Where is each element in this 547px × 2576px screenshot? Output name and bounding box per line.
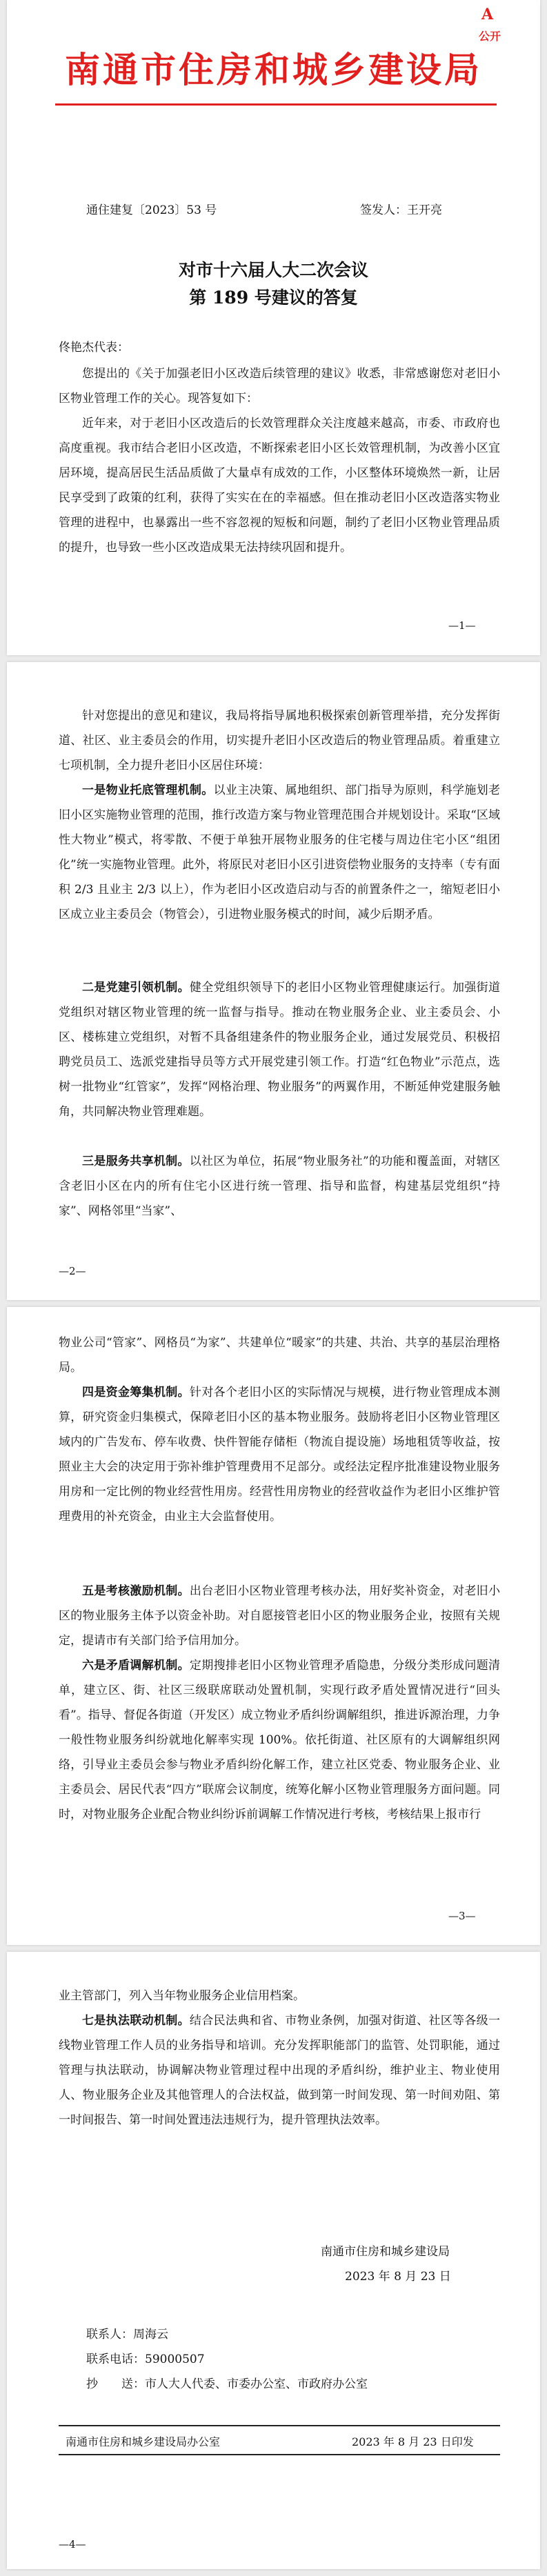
paragraph: 针对您提出的意见和建议，我局将指导属地积极探索创新管理举措，充分发挥街道、社区、业主委员会的作用，切实提升老旧小区改造后的物业管理品质。着重建立七项机制，全力提升老旧小区居住环境： [59,709,500,772]
paragraph: 七是执法联动机制。结合民法典和省、市物业条例，加强对街道、社区等各级一线物业管理工作人员的业务指导和培训。充分发挥职能部门的监管、处罚职能，通过管理与执法联动，协调解决物业管理过程中出现的矛盾纠纷，维护业主、物业使用人、物业服务企业及其他管理人的合法权益，做到第一时间发现、第一时间劝阻、第一时间报告、第一时间处置违法违规行为，提升管理执法效率。 [59,2014,501,2127]
page-number: —4— [59,2538,86,2550]
org-header-title: 南通市住房和城乡建设局 [64,50,482,91]
mechanism-heading: 三是服务共享机制。 [82,1155,190,1168]
paragraph: 四是资金筹集机制。针对各个老旧小区的实际情况与规模，进行物业管理成本测算，研究资金归集模式，保障老旧小区的基本物业服务。鼓励将老旧小区物业管理区域内的广告发布、停车收费、快件智能存储柜（物流自提设施）场地租赁等收益，按照业主大会的决定用于弥补维护管理费用不足部分。或经法定程序批准建设物业服务用房和一定比例的物业经营性用房。经营性用房物业的经营收益作为老旧小区维护管理费用的补充资金，由业主大会监督使用。 [59,1386,501,1524]
footer-divider-top [59,2425,500,2426]
paragraph: 五是考核激励机制。出台老旧小区物业管理考核办法，用好奖补资金，对老旧小区的物业服务主体予以资金补助。对自愿接管老旧小区的物业服务企业，按照有关规定，提请市有关部门给予信用加分。 [59,1584,501,1648]
document-title-line-2: 第 189 号建议的答复 [189,288,358,308]
paragraph: 三是服务共享机制。以社区为单位，拓展“物业服务社”的功能和覆盖面，对辖区含老旧小区在内的所有住宅小区进行统一管理、指导和监督，构建基层党组织“持家”、网格邻里“当家”、 [59,1155,500,1218]
footer-issuer: 南通市住房和城乡建设局办公室 [66,2435,221,2448]
disclosure-label: 公开 [479,30,501,43]
footer-divider-bottom [59,2454,500,2455]
document-page-3 [7,1307,540,1945]
paragraph: 您提出的《关于加强老旧小区改造后续管理的建议》收悉，非常感谢您对老旧小区物业管理工作的关心。现答复如下： [59,367,500,406]
cc-list: 市人大人代委、市委办公室、市政府办公室 [145,2377,368,2391]
paragraph: 近年来，对于老旧小区改造后的长效管理群众关注度越来越高，市委、市政府也高度重视。我市结合老旧小区改造，不断探索老旧小区长效管理机制，为改善小区宜居环境，提高居民生活品质做了大量卓有成效的工作，小区整体环境焕然一新，让居民享受到了政策的红利，获得了实实在在的幸福感。但在推动老旧小区改造落实物业管理的进程中，也暴露出一些不容忽视的短板和问题，制约了老旧小区物业管理品质的提升，也导致一些小区改造成果无法持续巩固和提升。 [59,417,500,555]
closing-organization: 南通市住房和城乡建设局 [321,2245,450,2259]
cc-recipients [86,2374,368,2391]
mechanism-heading: 二是党建引领机制。 [82,981,190,995]
document-page-4 [7,1952,540,2569]
paragraph: 业主管部门，列入当年物业服务企业信用档案。 [59,1989,305,2003]
footer-issue-date: 2023 年 8 月 23 日印发 [352,2435,474,2448]
document-title-line-1: 对市十六届人大二次会议 [178,260,368,280]
signer: 签发人：王开亮 [360,203,442,217]
paragraph: 二是党建引领机制。健全党组织领导下的老旧小区物业管理健康运行。加强街道党组织对辖区物业管理的统一监督与指导。推动在物业服务企业、业主委员会、小区、楼栋建立党组织，对暂不具备组建条件的物业服务企业，通过发展党员、积极招聘党员员工、选派党建指导员等方式开展党建引领工作。打造“红色物业”示范点，选树一批物业“红管家”，发挥“网格治理、物业服务”的两翼作用，不断延伸党建服务触角，共同解决物业管理难题。 [59,981,501,1119]
page-number: —3— [448,1910,476,1922]
mechanism-heading: 四是资金筹集机制。 [82,1386,190,1399]
paragraph: 一是物业托底管理机制。以业主决策、属地组织、部门指导为原则，科学施划老旧小区实施物业管理的范围，推行改造方案与物业管理范围合并规划设计。采取“区域性大物业”模式，将零散、不便于单独开展物业服务的住宅楼与周边住宅小区“组团化”统一实施物业管理。此外，将原民对老旧小区引进资偿物业服务的支持率（专有面积 2/3 且业主 2/3 以上），作为老旧小区改造启动与否的前置条件之一，缩短老旧小区成立业主委员会（物管会），引进物业服务模式的时间，减少后期矛盾。 [59,783,501,921]
contact-person: 联系人：周海云 [86,2328,168,2342]
document-page-1 [7,0,540,655]
paragraph: 六是矛盾调解机制。定期搜排老旧小区物业管理矛盾隐患，分级分类形成问题清单，建立区、街、社区三级联席联动处置机制，实现行政矛盾处置情况进行“回头看”。指导、督促各街道（开发区）成立物业矛盾纠纷调解组织，推进诉源治理，力争一般性物业服务纠纷就地化解率实现 100%。依托街道、社区原有的大调解组织网络，引导业主委员会参与物业矛盾纠纷化解工作，建立社区党委、物业服务企业、业主委员会、居民代表“四方”联席会议制度，统筹化解小区物业管理服务方面问题。同时，对物业服务企业配合物业纠纷诉前调解工作情况进行考核，考核结果上报市行 [59,1659,501,1821]
security-mark: A [481,6,494,23]
mechanism-heading: 六是矛盾调解机制。 [82,1659,190,1673]
paragraph: 物业公司“管家”、网格员“为家”、共建单位“暖家”的共建、共治、共享的基层治理格局。 [59,1336,500,1375]
page-number: —2— [59,1265,86,1277]
closing-date: 2023 年 8 月 23 日 [345,2270,451,2284]
document-page-2 [7,662,540,1300]
red-divider [55,103,497,106]
mechanism-heading: 一是物业托底管理机制。 [82,783,214,797]
salutation: 佟艳杰代表： [59,341,129,355]
contact-phone: 联系电话：59000507 [86,2353,205,2366]
document-number: 通住建复〔2023〕53 号 [86,203,217,217]
cc-label: 抄 送： [86,2377,145,2391]
mechanism-heading: 七是执法联动机制。 [82,2014,190,2028]
page-number: —1— [448,619,476,632]
mechanism-heading: 五是考核激励机制。 [82,1584,190,1598]
